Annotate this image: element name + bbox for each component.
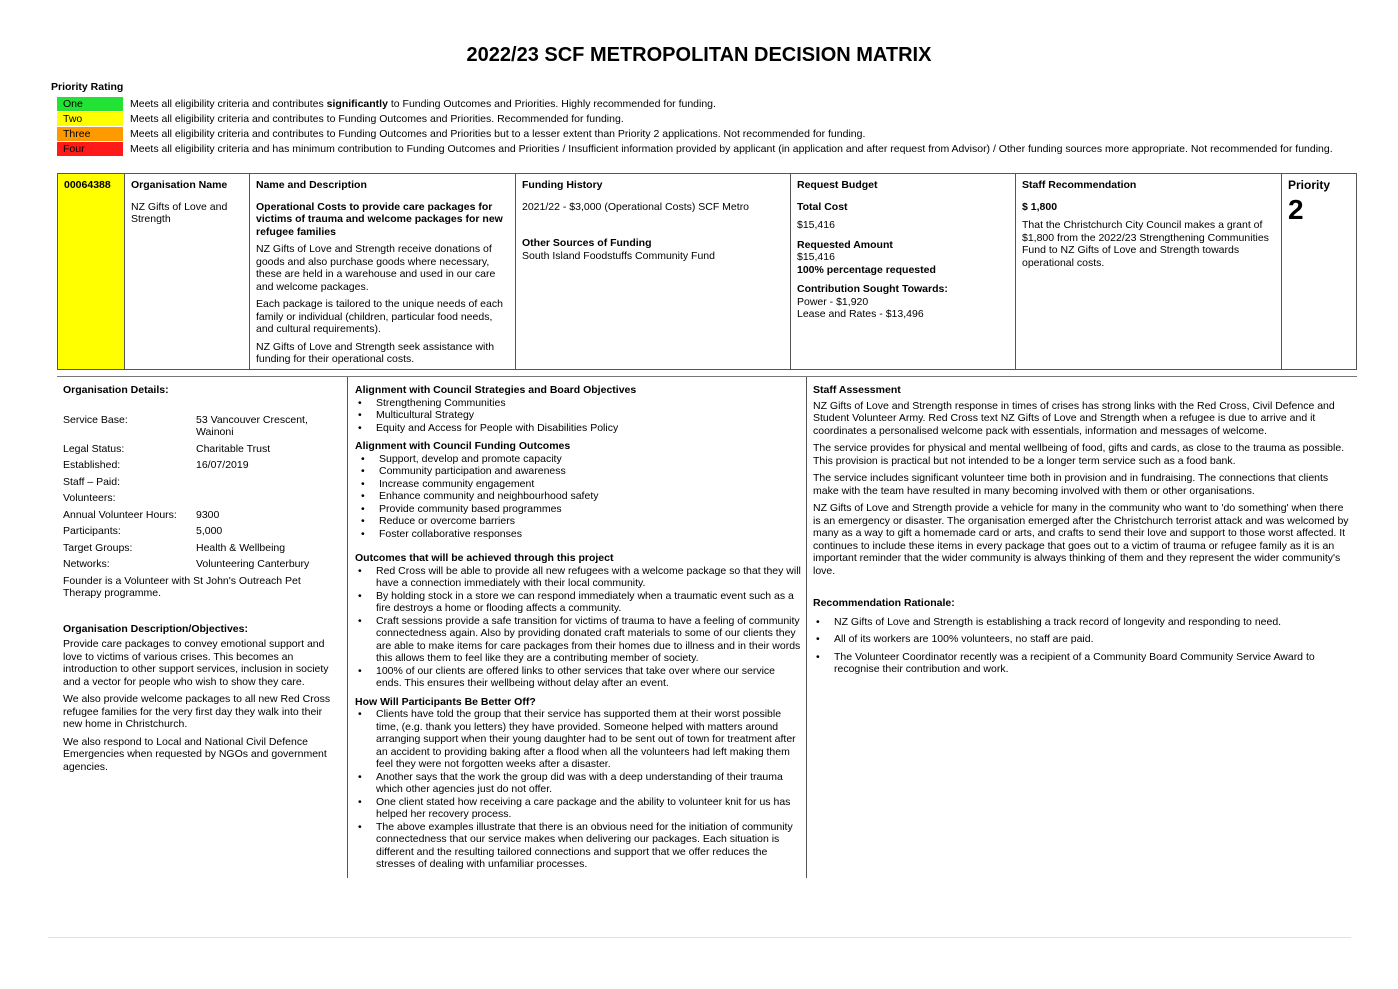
funding-outcome-item: • Provide community based programmes xyxy=(379,503,801,516)
org-detail-row xyxy=(63,542,339,555)
contribution-item: Lease and Rates - $13,496 xyxy=(797,308,924,320)
recommendation-text: That the Christchurch City Council makes a grant of $1,800 from the 2022/23 Strengthening Communities Fund to NZ Gifts of Love and Strength towards operational costs. xyxy=(1022,219,1269,269)
objectives-paragraph: We also respond to Local and National Civil Defence Emergencies when requested by NGOs and government agencies. xyxy=(63,735,327,773)
project-outcome-item: • Red Cross will be able to provide all new refugees with a welcome package so that they will have a connection immediately with their local community. xyxy=(376,565,801,590)
page-footer-rule xyxy=(48,937,1351,938)
org-detail-label: Networks: xyxy=(63,558,110,570)
assessment-paragraph: NZ Gifts of Love and Strength provide a vehicle for many in the community who want to 'do something' when there is an emergency or disaster. The organisation emerged after the Christchurch terrorist attack and was welcomed by many as a way to gift a homemade card or arts, and crafts to send their love and support to those worst affected. It continues to include these items in every package that goes out to a victim of trauma or refugee family as it is an important reminder that the wider community is always thinking of them and they represent the wider community's love. xyxy=(813,502,1349,577)
org-detail-value: 9300 xyxy=(196,508,220,521)
priority-description-text: Meets all eligibility criteria and contributes xyxy=(130,98,327,110)
funding-history-cell xyxy=(516,174,791,369)
org-detail-value: Volunteering Canterbury xyxy=(196,558,310,570)
priority-rating-heading: Priority Rating xyxy=(51,81,124,93)
funding-outcomes-list xyxy=(355,453,801,541)
org-detail-row xyxy=(63,525,339,538)
column-divider xyxy=(806,377,807,878)
rationale-list xyxy=(813,616,1349,676)
funding-outcome-item: • Enhance community and neighbourhood safety xyxy=(379,490,801,503)
total-cost-label: Total Cost xyxy=(797,200,848,213)
contribution-item: Power - $1,920 xyxy=(797,295,869,308)
funding-outcome-item: • Reduce or overcome barriers xyxy=(379,515,801,528)
org-detail-label: Legal Status: xyxy=(63,442,125,455)
summary-table xyxy=(57,173,1357,370)
org-detail-value xyxy=(196,476,339,489)
assessment-paragraph: The service includes significant volunteer time both in provision and in fundraising. The connections that clients make with the team have resulted in many becoming involved with them or other organisations. xyxy=(813,472,1329,497)
staff-assessment-heading: Staff Assessment xyxy=(813,384,901,396)
priority-cell xyxy=(1282,174,1356,369)
org-detail-label: Volunteers: xyxy=(63,492,116,504)
org-detail-value: 53 Vancouver Crescent, Wainoni xyxy=(196,413,308,438)
rationale-item: • The Volunteer Coordinator recently was a recipient of a Community Board Community Service Award to recognise their contribution and work. xyxy=(834,651,1349,676)
priority-level-description xyxy=(130,97,716,111)
application-id: 00064388 xyxy=(64,179,111,191)
percentage-requested: 100% percentage requested xyxy=(797,263,936,276)
project-outcome-item: • 100% of our clients are offered links to other services that take over where our service ends. This ensures their wellbeing without delay after an event. xyxy=(376,665,801,690)
strategy-item: • Equity and Access for People with Disabilities Policy xyxy=(376,422,801,435)
request-budget-heading: Request Budget xyxy=(797,179,878,191)
priority-value: 2 xyxy=(1288,193,1304,225)
application-id-cell xyxy=(58,174,125,369)
alignment-section xyxy=(355,384,801,871)
staff-recommendation-cell xyxy=(1016,174,1282,369)
org-detail-value: 5,000 xyxy=(196,525,223,537)
requested-amount-value: $15,416 xyxy=(797,251,835,263)
org-detail-label: Service Base: xyxy=(63,413,128,426)
assessment-paragraph: NZ Gifts of Love and Strength response in times of crises has strong links with the Red Cross, Civil Defence and Student Volunteer Army. Red Cross text NZ Gifts of Love and Strength when a refugee is due to arrive and it coordinates a personalised welcome pack with essentials, information and messages of welcome. xyxy=(813,399,1335,437)
objectives-paragraph: Provide care packages to convey emotional support and love to victims of various crises. This becomes an introduction to other support services, inclusion in society and a vector for people who wish to show they care. xyxy=(63,638,329,688)
org-details-heading: Organisation Details: xyxy=(63,384,169,396)
org-details-section xyxy=(63,384,339,778)
priority-level-row xyxy=(57,127,1387,141)
strategy-item: • Strengthening Communities xyxy=(376,397,801,410)
org-detail-label: Participants: xyxy=(63,525,121,537)
funding-outcome-item: • Support, develop and promote capacity xyxy=(379,453,801,466)
org-detail-value: Health & Wellbeing xyxy=(196,541,286,554)
priority-description-text: Meets all eligibility criteria and contributes to Funding Outcomes and Priorities. Recommended for funding. xyxy=(130,113,624,125)
better-off-item: • Another says that the work the group did was with a deep understanding of their trauma which other agencies just do not offer. xyxy=(376,771,801,796)
org-detail-label: Established: xyxy=(63,459,121,471)
funding-history-heading: Funding History xyxy=(522,179,603,191)
column-divider xyxy=(347,377,348,878)
priority-description-text: Meets all eligibility criteria and contributes to Funding Outcomes and Priorities but to a lesser extent than Priority 2 applications. Not recommended for funding. xyxy=(130,128,866,140)
funding-history-entry: 2021/22 - $3,000 (Operational Costs) SCF Metro xyxy=(522,200,750,213)
better-off-item: • The above examples illustrate that there is an obvious need for the initiation of community connectedness that our service makes when delivering our packages. Each situation is different and the resulting tailored connections and support that we offer reduces the stresses of dealing with unfamiliar processes. xyxy=(376,821,801,871)
better-off-item: • One client stated how receiving a care package and the ability to volunteer knit for us has helped her recovery process. xyxy=(376,796,801,821)
total-cost-value: $15,416 xyxy=(797,219,835,231)
org-detail-value xyxy=(196,492,339,505)
funding-outcome-item: • Foster collaborative responses xyxy=(379,528,801,541)
assessment-paragraph: The service provides for physical and mental wellbeing of food, gifts and cards, as close to the trauma as possible. This provision is practical but not intended to be a longer term service such as a food bank. xyxy=(813,442,1345,467)
description-paragraph: NZ Gifts of Love and Strength seek assistance with funding for their operational costs. xyxy=(256,340,495,365)
rationale-item: • NZ Gifts of Love and Strength is establishing a track record of longevity and responding to need. xyxy=(834,616,1349,629)
org-details-fields xyxy=(63,414,339,571)
recommended-amount: $ 1,800 xyxy=(1022,200,1058,213)
other-sources-heading: Other Sources of Funding xyxy=(522,237,652,249)
priority-level-description xyxy=(130,127,865,141)
org-detail-row xyxy=(63,476,339,489)
staff-assessment-section xyxy=(813,384,1349,681)
other-sources: South Island Foodstuffs Community Fund xyxy=(522,249,715,262)
org-detail-label: Annual Volunteer Hours: xyxy=(63,508,177,521)
request-budget-cell xyxy=(791,174,1016,369)
org-detail-value: Charitable Trust xyxy=(196,442,271,455)
priority-level-description xyxy=(130,112,624,126)
staff-recommendation-heading: Staff Recommendation xyxy=(1022,179,1137,191)
org-detail-row xyxy=(63,443,339,456)
project-outcomes-heading: Outcomes that will be achieved through this project xyxy=(355,552,614,564)
project-outcomes-list xyxy=(355,565,801,690)
page-title: 2022/23 SCF METROPOLITAN DECISION MATRIX xyxy=(466,44,932,66)
priority-description-emphasis: significantly xyxy=(326,98,388,110)
org-detail-row xyxy=(63,459,339,472)
rationale-heading: Recommendation Rationale: xyxy=(813,597,955,609)
requested-amount-label: Requested Amount xyxy=(797,238,893,251)
priority-level-label: Two xyxy=(57,112,123,126)
project-outcome-item: • Craft sessions provide a safe transition for victims of trauma to have a feeling of community connectedness again. Also by providing donated craft materials to some of our clients they are able to make items for care packages from their homes due to illness and in their words this allows them to feel like they are a contributing member of society. xyxy=(376,615,801,665)
project-title: Operational Costs to provide care packages for victims of trauma and welcome packages for new refugee families xyxy=(256,200,503,238)
org-detail-row xyxy=(63,492,339,505)
org-name: NZ Gifts of Love and Strength xyxy=(131,200,228,225)
org-detail-row xyxy=(63,509,339,522)
project-outcome-item: • By holding stock in a store we can respond immediately when a traumatic event such as a fire destroys a home or flooding affects a community. xyxy=(376,590,801,615)
better-off-heading: How Will Participants Be Better Off? xyxy=(355,695,536,708)
priority-description-text: to Funding Outcomes and Priorities. Highly recommended for funding. xyxy=(387,98,716,110)
priority-level-label: Four xyxy=(57,142,123,156)
strategies-heading: Alignment with Council Strategies and Board Objectives xyxy=(355,384,637,396)
description-paragraph: Each package is tailored to the unique needs of each family or individual (children, particular food needs, and cultural requirements). xyxy=(256,298,503,335)
priority-level-row xyxy=(57,142,1387,156)
objectives-heading: Organisation Description/Objectives: xyxy=(63,622,248,635)
org-name-cell xyxy=(125,174,250,369)
priority-description-text: Meets all eligibility criteria and has minimum contribution to Funding Outcomes and Priorities / Insufficient information provided by applicant (in application and after request from Advisor) / Other funding sources more appropriate. Not recommended for funding. xyxy=(130,143,1333,155)
description-paragraph: NZ Gifts of Love and Strength receive donations of goods and also purchase goods where necessary, these are held in a warehouse and used in our care and welcome packages. xyxy=(256,243,496,293)
better-off-list xyxy=(355,708,801,871)
org-name-heading: Organisation Name xyxy=(131,179,228,191)
funding-outcome-item: • Community participation and awareness xyxy=(379,465,801,478)
priority-level-label: One xyxy=(57,97,123,111)
org-detail-value: 16/07/2019 xyxy=(196,459,249,471)
section-divider xyxy=(57,376,1357,377)
org-detail-row xyxy=(63,558,339,571)
founder-note: Founder is a Volunteer with St John's Outreach Pet Therapy programme. xyxy=(63,574,301,599)
org-detail-label: Staff – Paid: xyxy=(63,475,121,488)
strategies-list xyxy=(355,397,801,435)
rationale-item: • All of its workers are 100% volunteers, no staff are paid. xyxy=(834,633,1349,646)
funding-outcomes-heading: Alignment with Council Funding Outcomes xyxy=(355,440,571,452)
objectives-paragraph: We also provide welcome packages to all new Red Cross refugee families for the very first day they walk into their new home in Christchurch. xyxy=(63,693,331,730)
strategy-item: • Multicultural Strategy xyxy=(376,409,801,422)
priority-level-label: Three xyxy=(57,127,123,141)
org-detail-label: Target Groups: xyxy=(63,541,133,554)
priority-level-row xyxy=(57,97,1387,111)
better-off-item: • Clients have told the group that their service has supported them at their worst possible time, (e.g. thank you letters) they have provided. Someone helped with matters around arranging support when their young daughter had to be sent out of town for treatment after an accident to providing baking after a flood when all the volunteers had left making them feel they were not forgotten weeks after a disaster. xyxy=(376,708,801,771)
priority-heading: Priority xyxy=(1288,178,1331,192)
priority-level-row xyxy=(57,112,1387,126)
priority-level-description xyxy=(130,142,1333,156)
name-description-cell xyxy=(250,174,516,369)
funding-outcome-item: • Increase community engagement xyxy=(379,478,801,491)
contribution-label: Contribution Sought Towards: xyxy=(797,283,948,295)
name-description-heading: Name and Description xyxy=(256,179,367,191)
org-detail-row xyxy=(63,414,339,439)
